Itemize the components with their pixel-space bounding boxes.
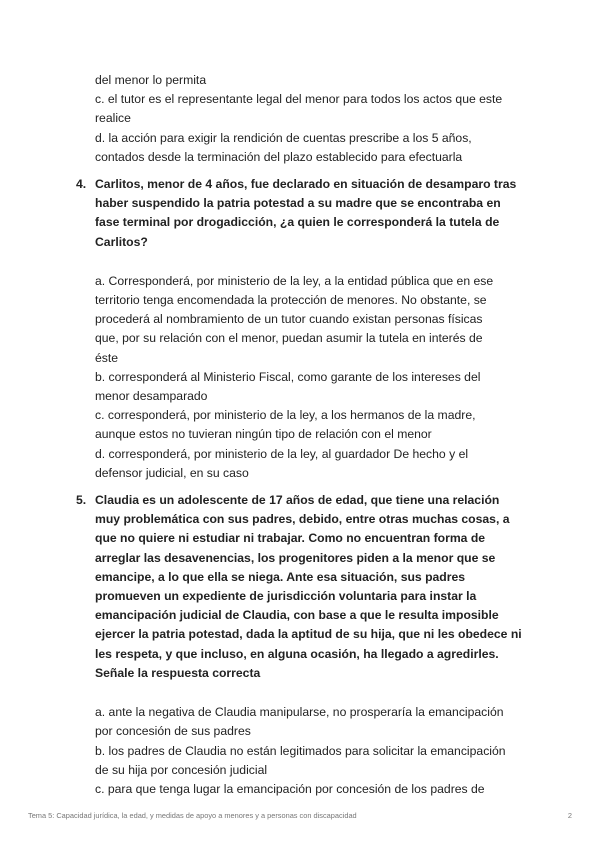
option-line: territorio tenga encomendada la protección de menores. No obstante, se — [95, 293, 487, 308]
page-content — [76, 71, 535, 799]
question-line: Claudia es un adolescente de 17 años de edad, que tiene una relación — [95, 493, 500, 508]
question-line: Carlitos, menor de 4 años, fue declarado en situación de desamparo tras — [95, 177, 517, 192]
spacer — [95, 683, 535, 703]
option-line: a. ante la negativa de Claudia manipularse, no prosperaría la emancipación — [95, 705, 504, 720]
question-line: ejercer la patria potestad, dada la aptitud de su hija, que ni les obedece ni — [95, 627, 522, 642]
question-line: Señale la respuesta correcta — [95, 665, 261, 680]
question-line: arreglar las desavenencias, los progenitores piden a la menor que se — [95, 550, 496, 565]
question-number: 5. — [76, 493, 87, 508]
option-line: éste — [95, 350, 119, 365]
question-text — [95, 175, 535, 252]
question-line: emancipe, a lo que ella se niega. Ante esa situación, sus padres — [95, 569, 466, 584]
spacer — [95, 252, 535, 272]
question-line: Carlitos? — [95, 234, 148, 249]
option-line: a. Corresponderá, por ministerio de la ley, a la entidad pública que en ese — [95, 273, 494, 288]
option-line: defensor judicial, en su caso — [95, 465, 249, 480]
option-line: d. corresponderá, por ministerio de la ley, al guardador De hecho y el — [95, 446, 469, 461]
question-line: emancipación judicial de Claudia, con base a que le resulta imposible — [95, 608, 499, 623]
answer-options — [95, 272, 535, 483]
option-line: b. corresponderá al Ministerio Fiscal, como garante de los intereses del — [95, 369, 481, 384]
option-line: aunque estos no tuvieran ningún tipo de relación con el menor — [95, 427, 432, 442]
text-line: del menor lo permita — [95, 73, 207, 87]
question-number: 4. — [76, 177, 87, 192]
answer-options — [95, 703, 535, 799]
question-line: haber suspendido la patria potestad a su madre que se encontraba en — [95, 196, 501, 211]
question-4 — [76, 175, 535, 483]
option-line: que, por su relación con el menor, puedan asumir la tutela en interés de — [95, 331, 483, 346]
option-line: b. los padres de Claudia no están legitimados para solicitar la emancipación — [95, 743, 506, 758]
page-number: 2 — [567, 811, 572, 820]
question-5 — [76, 491, 535, 799]
question-line: les respeta, y que incluso, en alguna ocasión, ha llegado a agredirles. — [95, 646, 499, 661]
option-line: c. corresponderá, por ministerio de la ley, a los hermanos de la madre, — [95, 408, 476, 423]
previous-question-continuation — [95, 71, 535, 167]
text-line: contados desde la terminación del plazo establecido para efectuarla — [95, 149, 463, 164]
text-line: realice — [95, 111, 131, 126]
option-line: por concesión de sus padres — [95, 724, 251, 739]
question-line: muy problemática con sus padres, debido, entre otras muchas cosas, a — [95, 512, 510, 527]
option-line: c. para que tenga lugar la emancipación por concesión de los padres de — [95, 781, 485, 796]
option-line: procederá al nombramiento de un tutor cuando existan personas físicas — [95, 312, 483, 327]
question-line: promueven un expediente de jurisdicción voluntaria para instar la — [95, 589, 477, 604]
text-line: c. el tutor es el representante legal del menor para todos los actos que este — [95, 92, 503, 107]
question-line: fase terminal por drogadicción, ¿a quien le corresponderá la tutela de — [95, 215, 500, 230]
option-line: menor desamparado — [95, 389, 208, 404]
question-text — [95, 491, 535, 683]
footer-title: Tema 5: Capacidad jurídica, la edad, y medidas de apoyo a menores y a personas con discapacidad — [28, 811, 357, 820]
question-line: que no quiere ni estudiar ni trabajar. Como no encuentran forma de — [95, 531, 486, 546]
option-line: de su hija por concesión judicial — [95, 762, 268, 777]
page-footer — [28, 811, 572, 820]
text-line: d. la acción para exigir la rendición de cuentas prescribe a los 5 años, — [95, 130, 472, 145]
